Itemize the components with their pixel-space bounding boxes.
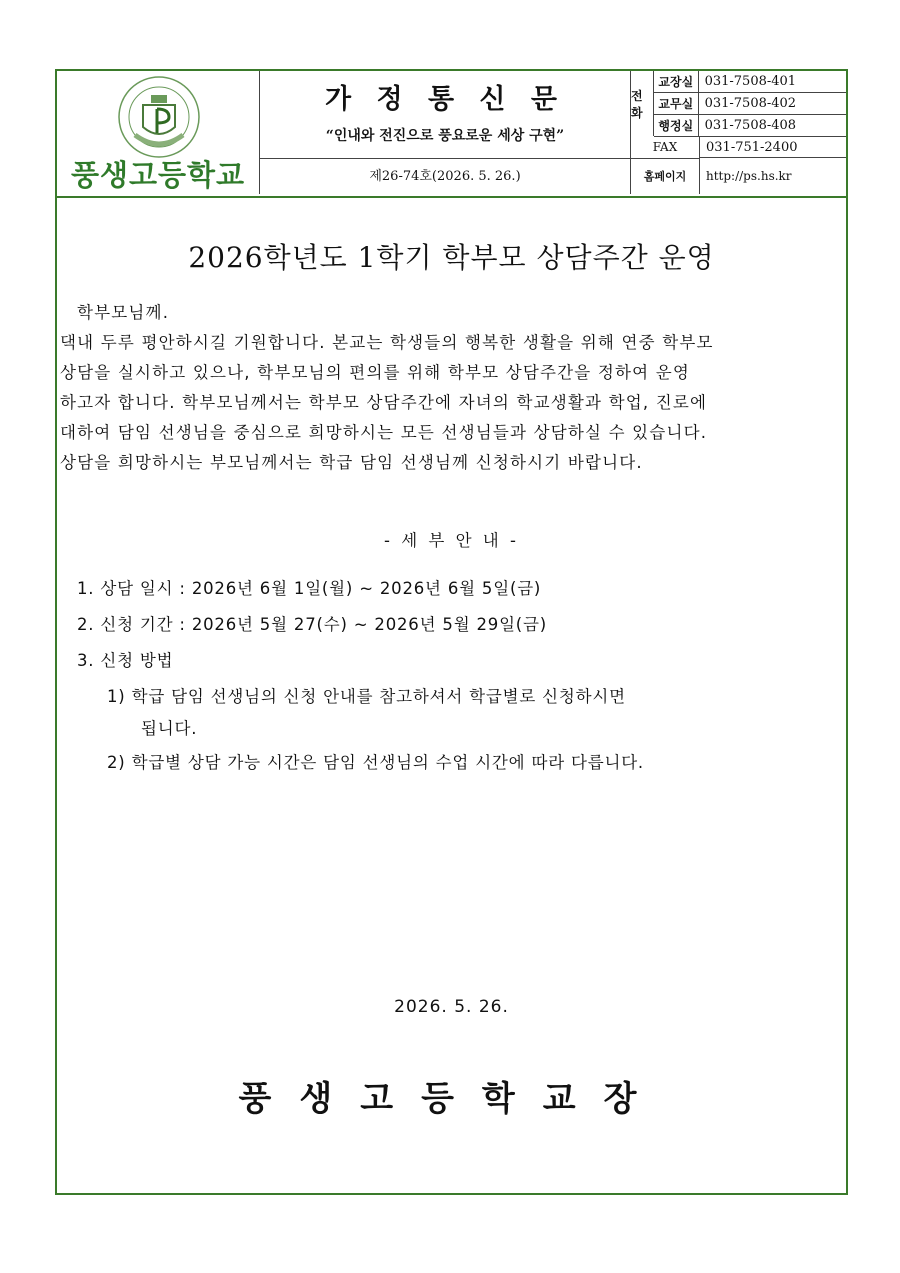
contact-dept: 교무실 — [654, 93, 698, 115]
contact-row — [654, 71, 846, 93]
detail-item: 2. 신청 기간 : 2026년 5월 27(수) ~ 2026년 5월 29일(금) — [77, 615, 548, 634]
school-slogan: “인내와 전진으로 풍요로운 세상 구현” — [325, 128, 565, 144]
contact-dept: 행정실 — [654, 115, 698, 137]
contact-row — [654, 93, 846, 115]
paragraph-line: 하고자 합니다. 학부모님께서는 학부모 상담주간에 자녀의 학교생활과 학업, 진로에 — [60, 393, 708, 412]
paragraph-line: 댁내 두루 평안하시길 기원합니다. 본교는 학생들의 행복한 생활을 위해 연중 학부모 — [60, 333, 714, 352]
contact-table — [654, 71, 846, 137]
fax-number: 031-751-2400 — [700, 137, 846, 158]
detail-item: 1. 상담 일시 : 2026년 6월 1일(월) ~ 2026년 6월 5일(금) — [77, 579, 542, 598]
sub-item: 1) 학급 담임 선생님의 신청 안내를 참고하셔서 학급별로 신청하시면 — [107, 687, 626, 706]
fax-label: FAX — [631, 137, 700, 159]
school-name: 풍생고등학교 — [70, 158, 246, 192]
sub-item-continued: 됩니다. — [141, 719, 198, 738]
school-seal-icon — [117, 75, 201, 159]
paragraph-line: 상담을 실시하고 있으나, 학부모님의 편의를 위해 학부모 상담주간을 정하여 운영 — [60, 363, 691, 382]
sub-item: 2) 학급별 상담 가능 시간은 담임 선생님의 수업 시간에 따라 다릅니다. — [107, 753, 644, 772]
contact-dept: 교장실 — [654, 71, 698, 93]
contact-row — [654, 115, 846, 137]
paragraph-line: 상담을 희망하시는 부모님께서는 학급 담임 선생님께 신청하시기 바랍니다. — [60, 453, 643, 472]
homepage-label: 홈페이지 — [631, 159, 700, 194]
paragraph-line: 대하여 담임 선생님을 중심으로 희망하시는 모든 선생님들과 상담하실 수 있습니다. — [60, 423, 708, 442]
document-date: 2026. 5. 26. — [394, 997, 509, 1017]
phone-label: 전화 — [631, 71, 654, 136]
newsletter-title-cell — [260, 71, 631, 159]
document-title: 2026학년도 1학기 학부모 상담주간 운영 — [188, 241, 715, 274]
homepage-link[interactable]: http://ps.hs.kr — [706, 169, 792, 183]
contact-number: 031-7508-402 — [698, 93, 846, 115]
section-heading: - 세 부 안 내 - — [384, 531, 519, 550]
detail-item: 3. 신청 방법 — [77, 651, 174, 670]
contact-number: 031-7508-408 — [698, 115, 846, 137]
greeting: 학부모님께. — [77, 303, 170, 322]
newsletter-title: 가 정 통 신 문 — [324, 84, 565, 115]
newsletter-header — [57, 71, 846, 198]
document-frame — [55, 69, 848, 1195]
logo-cell — [57, 71, 260, 194]
signer: 풍생고등학교장 — [238, 1079, 665, 1119]
issue-number: 제26-74호(2026. 5. 26.) — [260, 159, 631, 194]
contact-number: 031-7508-401 — [698, 71, 846, 93]
